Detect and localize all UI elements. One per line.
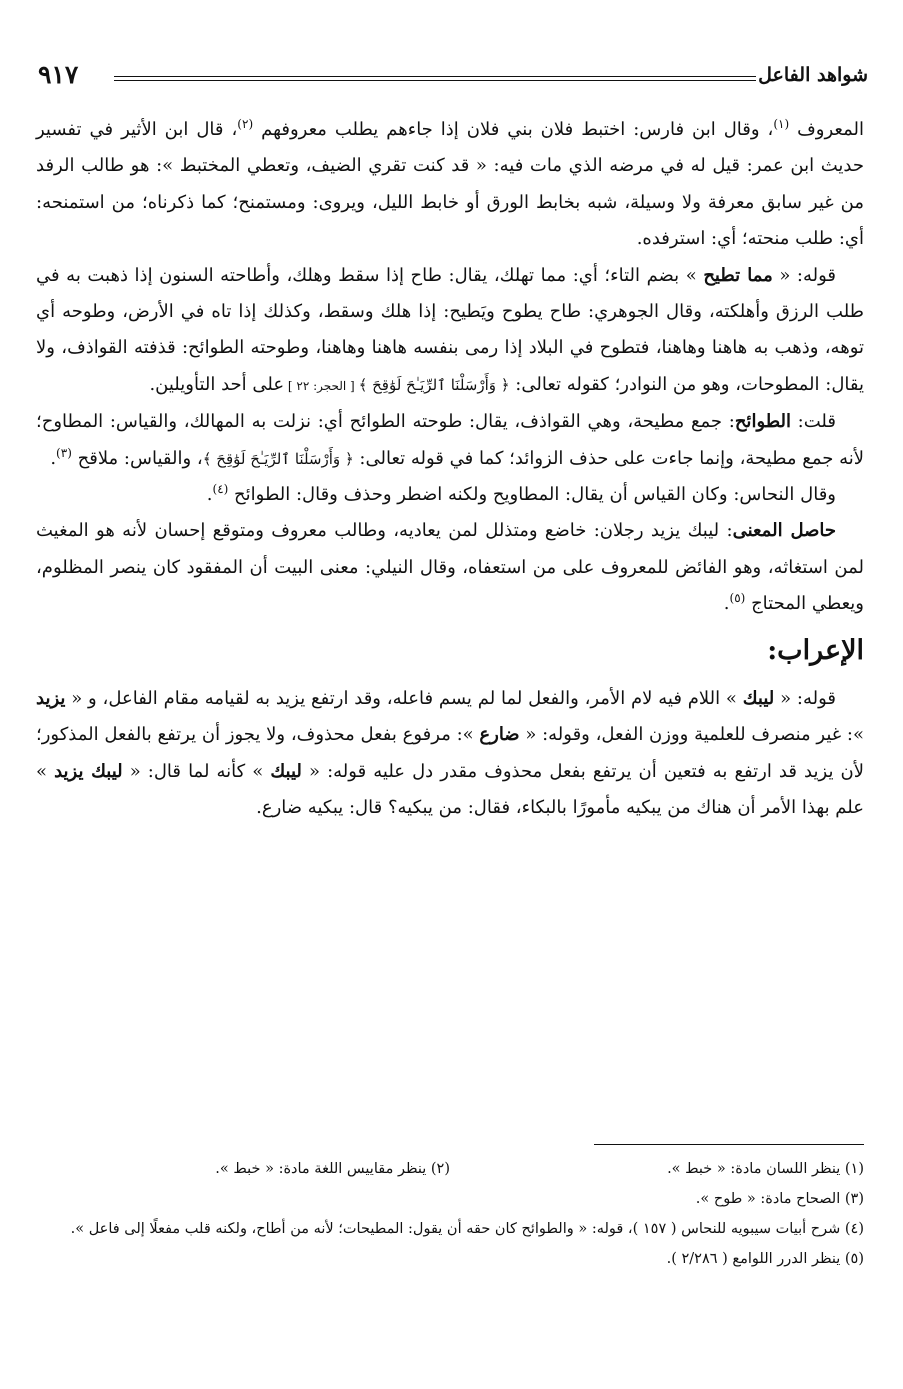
quran-verse: ﴿ وَأَرْسَلْنَا ٱلرِّيَـٰحَ لَوَٰقِحَ ﴾	[202, 449, 354, 468]
footnote-1: (١) ينظر اللسان مادة: « خبط ».	[667, 1161, 864, 1177]
paragraph-4	[36, 477, 864, 513]
text-run: » كأنه لما قال: «	[122, 760, 271, 782]
paragraph-6	[36, 681, 864, 827]
footnote-ref-1[interactable]: (١)	[773, 117, 790, 131]
text-run: » علم بهذا الأمر أن هناك من يبكيه مأمورًا بالبكاء، فقال: من يبكيه؟ قال: يبكيه ضارع.	[36, 760, 864, 818]
footnote-2: (٢) ينظر مقاييس اللغة مادة: « خبط ».	[215, 1161, 450, 1177]
bold-term: ليبك يزيد	[54, 760, 123, 782]
text-run: قوله: «	[774, 687, 837, 709]
footnote-ref-4[interactable]: (٤)	[212, 482, 229, 497]
text-run: .	[723, 593, 730, 615]
footnote-ref-3[interactable]: (٣)	[56, 445, 72, 460]
text-run: » اللام فيه لام الأمر، والفعل لما لم يسم فاعله، وقد ارتفع يزيد به لقيامه مقام الفاعل، و «	[65, 687, 743, 709]
text-run: : ليبك يزيد رجلان: خاضع ومتذلل لمن يعاديه، وطالب معروف ومتوقع إحسان لأنه هو المغيث لمن استغاثه، وهو الفائض للمعروف على من استعفاه، وقال النيلي: معنى البيت أن المفقود كان ينصر المظلوم، ويعطي المحتاج	[36, 520, 864, 615]
header-double-rule	[114, 76, 756, 81]
bold-term: مما تطيح	[703, 264, 773, 286]
footnote-ref-2[interactable]: (٢)	[237, 117, 254, 131]
bold-term: الطوائح	[734, 411, 791, 433]
text-run: .	[50, 447, 57, 469]
verse-citation: [ الحجر: ٢٢ ]	[284, 378, 359, 393]
quran-verse: ﴿ وَأَرْسَلْنَا ٱلرِّيَـٰحَ لَوَٰقِحَ ﴾	[358, 375, 510, 394]
section-heading: الإعراب:	[767, 634, 864, 666]
bold-term: حاصل المعنى	[732, 520, 836, 542]
footnote-separator	[594, 1144, 864, 1145]
text-run: » بضم التاء؛ أي: مما تهلك، يقال: طاح إذا سقط وهلك، وأطاحته السنون إذا ذهبت به في طلب الرزق وأهلكته، وقال الجوهري: طاح يطوح ويَطيح: إذا هلك وسقط، وكذلك إذا تاه في الأرض، وطوحه أي توهه، وذهب به هاهنا وهاهنا، فتطوح في البلاد إذا رمى بنفسه هاهنا وهاهنا، وطوحته الطوائح: قذفته القواذف، ولا يقال: المطوحات، وهو من النوادر؛ كقوله تعالى:	[36, 264, 864, 395]
paragraph-2	[36, 258, 864, 405]
text-run: »: مرفوع بفعل محذوف، ولا يجوز أن يرتفع بالفعل المذكور؛ لأن يزيد قد ارتفع به فتعين أن يرتفع بفعل محذوف مقدر دل عليه قوله: «	[36, 724, 865, 782]
text-run: على أحد التأويلين.	[149, 373, 285, 395]
page-number: ٩١٧	[38, 60, 79, 89]
bold-term: ضارع	[479, 724, 520, 746]
text-run: : جمع مطيحة، وهي القواذف، يقال: طوحته الطوائح أي: نزلت به المهالك، والقياس: المطاوح؛ لأنه جمع مطيحة، وإنما جاءت على حذف الزوائد؛ كما في قوله تعالى:	[36, 411, 864, 469]
text-run: »: غير منصرف للعلمية ووزن الفعل، وقوله: «	[519, 724, 864, 746]
footnote-5: (٥) ينظر الدرر اللوامع ( ٢/٢٨٦ ).	[666, 1251, 864, 1267]
paragraph-3	[36, 404, 864, 477]
footnote-3: (٣) الصحاح مادة: « طوح ».	[695, 1191, 864, 1207]
paragraph-1	[36, 112, 864, 258]
text-run: قلت:	[791, 411, 836, 433]
bold-term: ليبك	[742, 687, 775, 709]
paragraph-5	[36, 513, 864, 622]
bold-term: يزيد	[36, 687, 66, 709]
text-run: وقال النحاس: وكان القياس أن يقال: المطاويح ولكنه اضطر وحذف وقال: الطوائح	[228, 484, 836, 506]
footnote-4: (٤) شرح أبيات سيبويه للنحاس ( ١٥٧ )، قوله: « والطوائح كان حقه أن يقول: المطيحات؛ لأنه من أطاح، ولكنه قلب مفعلًا إلى فاعل ».	[70, 1221, 864, 1237]
footnote-ref-5[interactable]: (٥)	[729, 591, 746, 606]
text-run: ، قال ابن الأثير في تفسير حديث ابن عمر: قيل له في مرضه الذي مات فيه: « قد كنت تقري الضيف، وتعطي المختبط »: هو طالب الرفد من غير سابق معرفة ولا وسيلة، شبه بخابط الورق أو خابط الليل، ويروى: ومستمنح؛ كما ذكرناه؛ من استمنحه: أي: طلب منحته؛ أي: استرفده.	[36, 119, 864, 250]
text-run: .	[206, 484, 213, 506]
text-run: ، وقال ابن فارس: اختبط فلان بني فلان إذا جاءهم يطلب معروفهم	[253, 119, 774, 140]
running-header	[38, 60, 868, 96]
footnote-row	[36, 1154, 864, 1184]
main-text	[36, 112, 864, 826]
text-run: ، والقياس: ملاقح	[71, 447, 203, 469]
text-run: المعروف	[789, 119, 864, 140]
running-title: شواهد الفاعل	[758, 64, 868, 86]
text-run: قوله: «	[772, 264, 837, 286]
footnotes	[36, 1154, 864, 1274]
bold-term: ليبك	[270, 760, 302, 782]
